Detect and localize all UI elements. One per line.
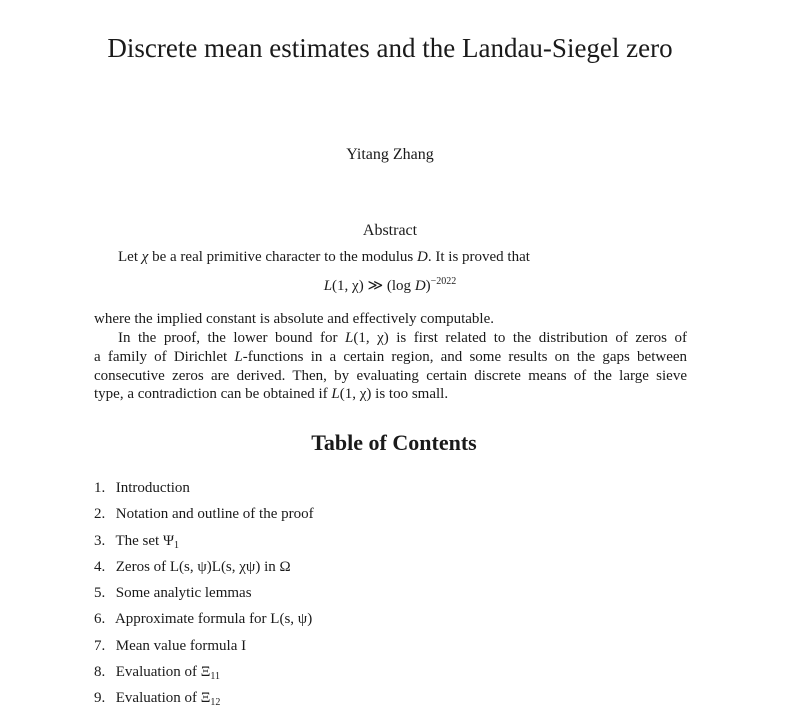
toc-item-zeros[interactable]: 4. Zeros of L(s, ψ)L(s, χψ) in Ω <box>94 558 291 575</box>
abstract-line-1: Let χ be a real primitive character to the modulus D. It is proved that <box>118 249 530 265</box>
toc-item-set-psi1[interactable]: 3. The set $\Psi_1$ <box>94 532 180 551</box>
toc-item-evaluation-xi12[interactable]: 9. Evaluation of $\Xi_{12}$ <box>94 690 221 709</box>
abstract-line-6: type, a contradiction can be obtained if L(1, χ) is too small. <box>94 386 449 402</box>
abstract-line-5: consecutive zeros are derived. Then, by evaluating certain discrete means of the large sieve <box>94 368 687 384</box>
toc-list <box>94 476 314 713</box>
toc-item-introduction[interactable]: 1. Introduction <box>94 480 190 496</box>
toc-heading: Table of Contents <box>311 430 477 455</box>
paper-title: Discrete mean estimates and the Landau-Siegel zero <box>107 33 673 63</box>
toc-item-evaluation-xi11[interactable]: 8. Evaluation of $\Xi_{11}$ <box>94 664 221 683</box>
abstract-formula: L(1, χ) ≫ (log D)$^{-2022}$ <box>323 276 457 294</box>
toc-item-analytic-lemmas[interactable]: 5. Some analytic lemmas <box>94 585 252 602</box>
toc-item-mean-value-formula[interactable]: 7. Mean value formula I <box>94 637 247 654</box>
abstract-line-3: In the proof, the lower bound for L(1, χ) is first related to the distribution of zeros of <box>118 330 688 346</box>
abstract-heading: Abstract <box>362 222 418 239</box>
abstract-line-4: a family of Dirichlet L-functions in a certain region, and some results on the gaps between <box>94 349 688 365</box>
toc-item-notation[interactable]: 2. Notation and outline of the proof <box>94 506 314 523</box>
abstract-line-2: where the implied constant is absolute and effectively computable. <box>94 311 495 327</box>
author-name: Yitang Zhang <box>346 146 434 163</box>
toc-item-approximate-formula[interactable]: 6. Approximate formula for L(s, ψ) <box>94 611 313 628</box>
formula-exponent: −2022 <box>430 276 457 287</box>
